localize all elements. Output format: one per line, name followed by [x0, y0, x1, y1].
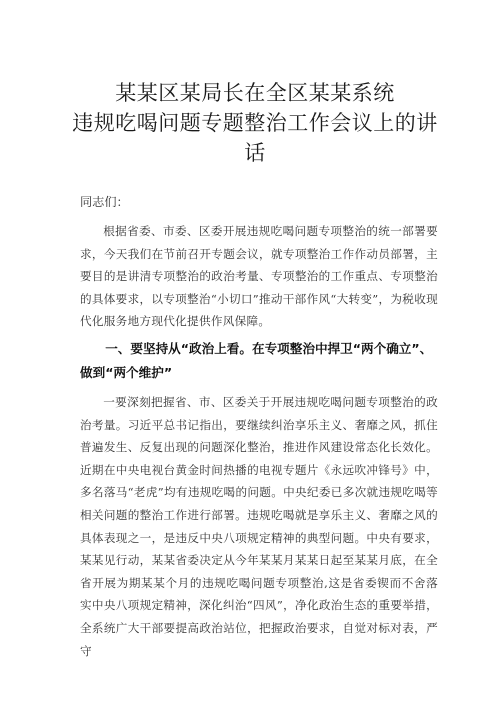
greeting: 同志们： — [80, 195, 129, 209]
document-title — [62, 78, 448, 168]
section-1-heading: 一、要坚持从“政治上看。在专项整治中捍卫“两个确立”、做到“两个维护” — [80, 340, 433, 380]
title-line-1: 某某区某局长在全区某某系统 — [115, 81, 395, 105]
title-line-2: 违规吃喝问题专题整治工作会议上的讲话 — [72, 111, 438, 165]
section-1-paragraph: 一要深刻把握省、市、区委关于开展违规吃喝问题专项整治的政治考量。习近平总书记指出，要继续纠治享乐主义、奢靡之风，抓住普遍发生、反复出现的问题深化整治，推进作风建设常态化长效化。近期在中央电视台黄金时间热播的电视专题片《永远吹冲锋号》中，多名落马“老虎”均有违规吃喝的问题。中央纪委已多次就违规吃喝等相关问题的整治工作进行部署。违规吃喝就是享乐主义、奢靡之风的具体表现之一，是违反中央八项规定精神的典型问题。中央有要求，某某见行动，某某省委决定从今年某某月某某日起至某某月底，在全省开展为期某某个月的违规吃喝问题专项整治,这是省委锲而不舍落实中央八项规定精神，深化纠治“四风”，净化政治生态的重要举措，全系统广大干部要提高政治站位，把握政治要求，自觉对标对表，严守 — [80, 394, 438, 658]
intro-paragraph: 根据省委、市委、区委开展违规吃喝问题专项整治的统一部署要求，今天我们在节前召开专题会议，就专项整治工作作动员部署，主要目的是讲清专项整治的政治考量、专项整治的工作重点、专项整治的具体要求，以专项整治“小切口”推动干部作风“大转变”，为税收现代化服务地方现代化提供作风保障。 — [80, 224, 438, 329]
